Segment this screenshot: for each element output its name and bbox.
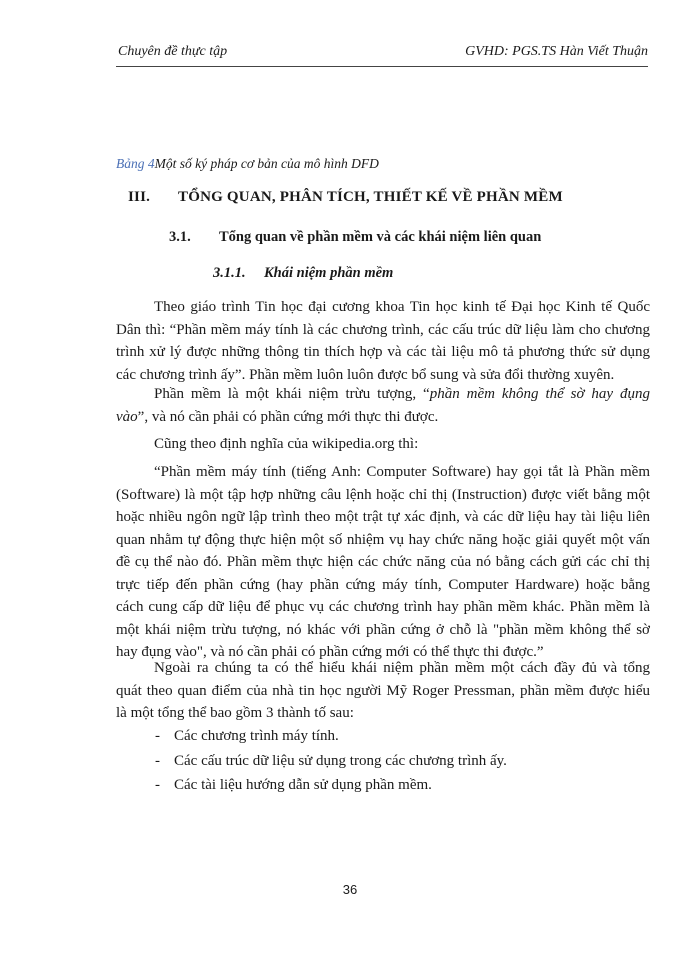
component-list: [155, 724, 507, 798]
paragraph-line: Cũng theo định nghĩa của wikipedia.org thì:: [154, 436, 419, 452]
p2-quote-part-2: vào: [116, 408, 138, 425]
list-item-text: Các tài liệu hướng dẫn sử dụng phần mềm.: [174, 777, 432, 793]
p2-tail: ”, và nó cần phải có phần cứng mới thực thi được.: [137, 408, 439, 425]
paragraph-line: Theo giáo trình Tin học đại cương khoa Tin học kinh tế Đại học Kinh tế Quốc: [154, 299, 650, 315]
p2-lead: Phần mềm là một khái niệm trừu tượng, “: [154, 386, 430, 402]
paragraph-line: [116, 383, 650, 406]
paragraph-line: quan nhằm tự động thực hiện một số nhiệm vụ hay chức năng hoặc giải quyết một vấn: [116, 531, 650, 548]
paragraph-2: [116, 383, 650, 428]
paragraph-line: Dân thì: “Phần mềm máy tính là các chương trình, các cấu trúc dữ liệu làm cho chương: [116, 321, 650, 338]
paragraph-line: là một tổng thể bao gồm 3 thành tố sau:: [116, 705, 354, 721]
paragraph-line: quát theo quan điểm của nhà tin học người Mỹ Roger Pressman, phần mềm được hiểu: [116, 682, 650, 699]
subsubsection-number: 3.1.1.: [213, 265, 246, 281]
paragraph-line: [116, 406, 650, 429]
list-bullet: -: [155, 728, 160, 744]
subsection-number: 3.1.: [169, 229, 191, 245]
list-item: [155, 749, 507, 774]
paragraph-line: cách cung cấp dữ liệu để phục vụ các chương trình hay phần mềm khác. Phần mềm là: [116, 599, 650, 615]
paragraph-line: các chương trình ấy”. Phần mềm luôn luôn được bổ sung và sửa đổi thường xuyên.: [116, 366, 615, 383]
paragraph-line: “Phần mềm máy tính (tiếng Anh: Computer Software) hay gọi tắt là Phần mềm: [154, 464, 650, 480]
subsubsection-title: Khái niệm phần mềm: [264, 265, 394, 281]
paragraph-5: [116, 657, 650, 725]
header-divider: [116, 66, 648, 67]
paragraph-line: hay đụng vào", và nó cần phải có phần cứng mới có thể thực thi được.”: [116, 644, 544, 660]
table-caption-text: Một số ký pháp cơ bản của mô hình DFD: [154, 156, 379, 171]
table-caption-label: Bảng 4: [116, 156, 155, 171]
list-bullet: -: [155, 752, 160, 769]
section-number: III.: [128, 189, 151, 205]
list-bullet: -: [155, 777, 160, 793]
header-right: GVHD: PGS.TS Hàn Viết Thuận: [465, 44, 648, 59]
paragraph-line: trực tiếp đến phần cứng (hay phần cứng máy tính, Computer Hardware) hoặc bằng: [116, 576, 650, 593]
list-item: [155, 724, 507, 749]
paragraph-line: trình xử lý được những thông tin thích hợp và các tài liệu mô tả phương thức sử dụng: [116, 344, 650, 360]
list-item-text: Các cấu trúc dữ liệu sử dụng trong các chương trình ấy.: [174, 752, 507, 769]
list-item-text: Các chương trình máy tính.: [174, 728, 339, 744]
paragraph-3: [116, 433, 650, 456]
table-caption: [116, 156, 379, 172]
section-title: TỔNG QUAN, PHÂN TÍCH, THIẾT KẾ VỀ PHẦN MỀM: [178, 189, 563, 205]
p2-quote-part-1: phần mềm không thể sờ hay đụng: [429, 386, 651, 402]
paragraph-1: [116, 296, 650, 386]
paragraph-line: Ngoài ra chúng ta có thể hiểu khái niệm phần mềm một cách đầy đủ và tổng: [154, 660, 650, 676]
paragraph-line: hoặc nhiều ngôn ngữ lập trình theo một trật tự xác định, và các dữ liệu hay tài liệu liên: [116, 509, 650, 525]
list-item: [155, 773, 507, 798]
paragraph-line: một khái niệm trừu tượng, nó khác với phần cứng ở chỗ là "phần mềm không thể sờ: [116, 621, 650, 638]
page-number: 36: [342, 882, 358, 897]
paragraph-line: đề cụ thể nào đó. Phần mềm thực hiện các chức năng của nó bằng cách gửi các chỉ thị: [116, 554, 650, 570]
subsection-title: Tổng quan về phần mềm và các khái niệm liên quan: [219, 229, 542, 245]
paragraph-4-quote: [116, 461, 650, 664]
paragraph-line: (Software) là một tập hợp những câu lệnh hoặc chỉ thị (Instruction) được viết bằng một: [116, 486, 650, 503]
header-left: Chuyên đề thực tập: [118, 44, 228, 59]
